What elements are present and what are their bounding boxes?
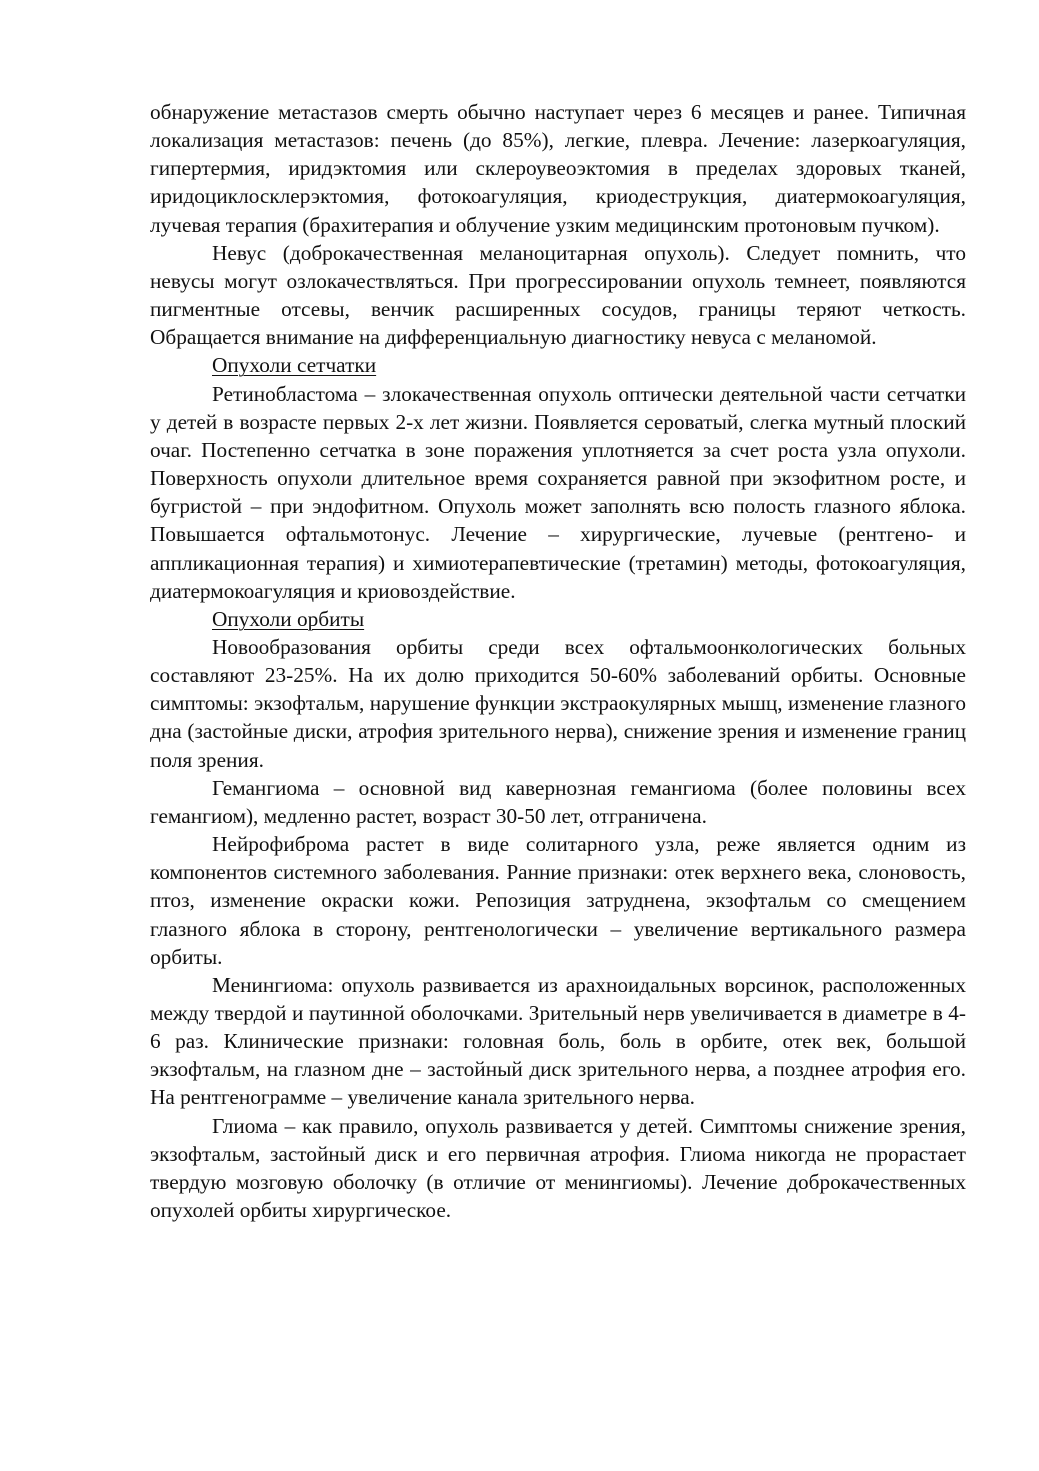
paragraph-hemangioma: Гемангиома – основной вид кавернозная гемангиома (более половины всех гемангиом), медленно растет, возраст 30-50 лет, отграничена. <box>150 775 966 828</box>
paragraph-neurofibroma: Нейрофиброма растет в виде солитарного узла, реже является одним из компонентов системного заболевания. Ранние признаки: отек верхнего века, слоновость, птоз, изменение окраски кожи. Репозиция затруднена, экзофтальм со смещением глазного яблока в сторону, рентгенологически – увеличение вертикального размера орбиты. <box>150 832 966 969</box>
paragraph-retinoblastoma: Ретинобластома – злокачественная опухоль оптически деятельной части сетчатки у детей в возрасте первых 2-х лет жизни. Появляется сероватый, слегка мутный плоский очаг. Постепенно сетчатка в зоне поражения уплотняется за счет роста узла опухоли. Поверхность опухоли длительное время сохраняется равной при экзофитном росте, и бугристой – при эндофитном. Опухоль может заполнять всю полость глазного яблока. Повышается офтальмотонус. Лечение – хирургические, лучевые (рентгено- и аппликационная терапия) и химиотерапевтические (третамин) методы, фотокоагуляция, диатермокоагуляция и криовоздействие. <box>150 381 966 603</box>
section-heading-orbit-tumors: Опухоли орбиты <box>212 606 365 631</box>
paragraph-continuation: обнаружение метастазов смерть обычно наступает через 6 месяцев и ранее. Типичная локализация метастазов: печень (до 85%), легкие, плевра. Лечение: лазеркоагуляция, гипертермия, иридэктомия или склероувеоэктомия в пределах здоровых тканей, иридоциклосклерэктомия, фотокоагуляция, криодеструкция, диатермокоагуляция, лучевая терапия (брахитерапия и облучение узким медицинским протоновым пучком). <box>150 100 966 237</box>
document-page <box>150 98 966 1224</box>
paragraph-nevus: Невус (доброкачественная меланоцитарная опухоль). Следует помнить, что невусы могут озлокачествляться. При прогрессировании опухоль темнеет, появляются пигментные отсевы, венчик расширенных сосудов, границы теряют четкость. Обращается внимание на дифференциальную диагностику невуса с меланомой. <box>150 240 966 350</box>
paragraph-orbit-neoplasms: Новообразования орбиты среди всех офтальмоонкологических больных составляют 23-25%. На их долю приходится 50-60% заболеваний орбиты. Основные симптомы: экзофтальм, нарушение функции экстраокулярных мышц, изменение глазного дна (застойные диски, атрофия зрительного нерва), снижение зрения и изменение границ поля зрения. <box>150 634 966 772</box>
paragraph-meningioma: Менингиома: опухоль развивается из арахноидальных ворсинок, расположенных между твердой и паутинной оболочками. Зрительный нерв увеличивается в диаметре в 4-6 раз. Клинические признаки: головная боль, боль в орбите, отек век, большой экзофтальм, на глазном дне – застойный диск зрительного нерва, а позднее атрофия его. На рентгенограмме – увеличение канала зрительного нерва. <box>150 972 966 1110</box>
paragraph-glioma: Глиома – как правило, опухоль развивается у детей. Симптомы снижение зрения, экзофтальм, застойный диск и его первичная атрофия. Глиома никогда не прорастает твердую мозговую оболочку (в отличие от менингиомы). Лечение доброкачественных опухолей орбиты хирургическое. <box>150 1113 966 1223</box>
section-heading-retina-tumors: Опухоли сетчатки <box>212 353 377 378</box>
